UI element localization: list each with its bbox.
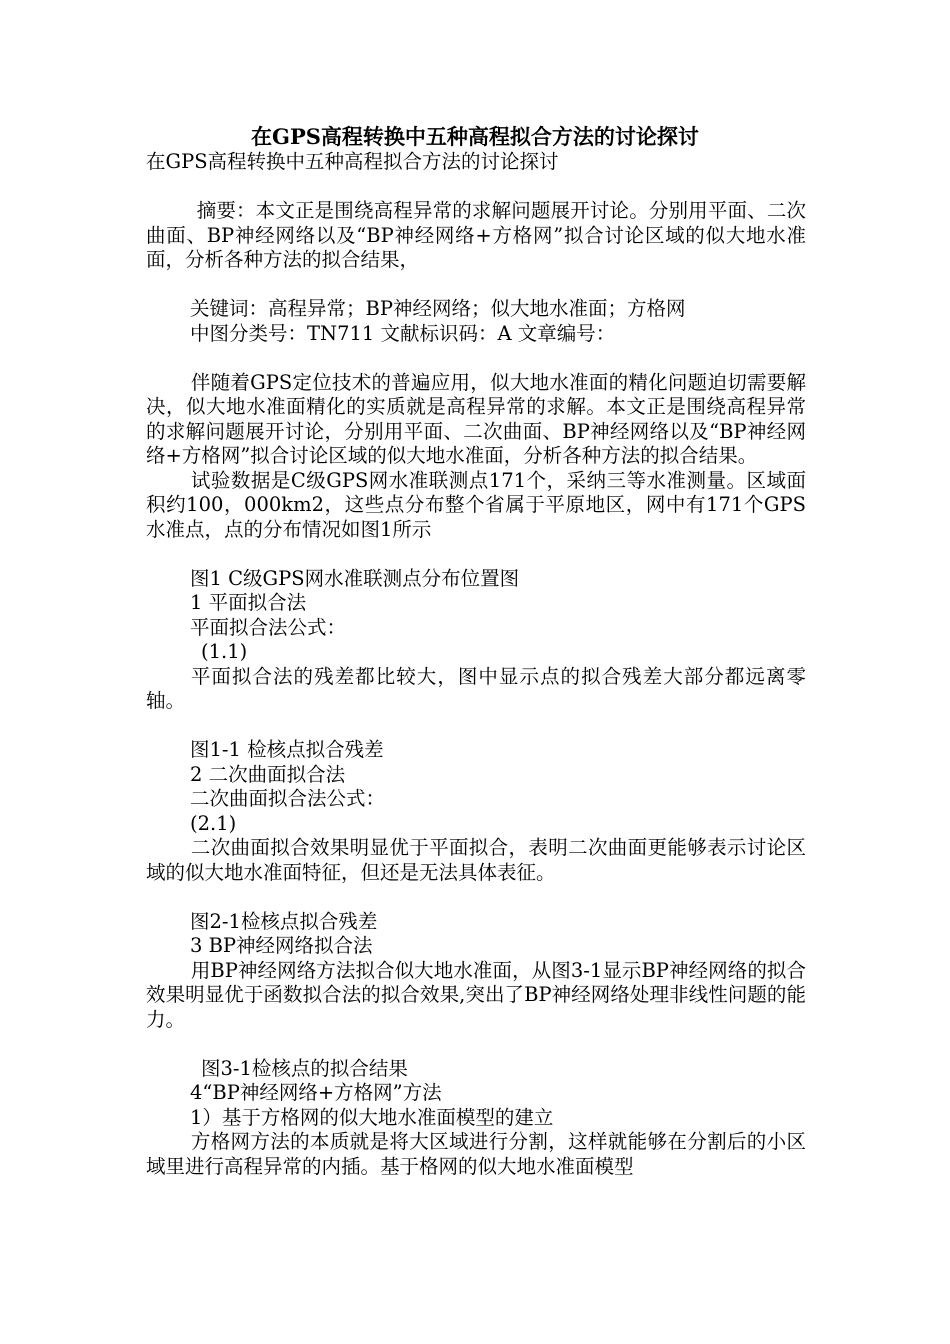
intro-paragraph-2: 试验数据是C级GPS网水准联测点171个，采纳三等水准测量。区域面积约100，000km2，这些点分布整个省属于平原地区，网中有171个GPS水准点，点的分布情况如图1所示 (146, 468, 806, 541)
section-1-paragraph: 平面拟合法的残差都比较大，图中显示点的拟合残差大部分都远离零轴。 (146, 664, 806, 712)
abstract-paragraph: 摘要：本文正是围绕高程异常的求解问题展开讨论。分别用平面、二次曲面、BP神经网络以及“BP神经网络+方格网”拟合讨论区域的似大地水准面，分析各种方法的拟合结果， (146, 199, 806, 271)
section-4-heading: 4“BP神经网络+方格网”方法 (190, 1081, 442, 1104)
blank-line (146, 885, 806, 910)
section-2-formula-label: 二次曲面拟合法公式： (190, 787, 386, 810)
keywords-line: 关键词：高程异常；BP神经网络；似大地水准面；方格网 (190, 297, 686, 320)
equation-2-1-number: (2.1) (190, 811, 237, 835)
intro-paragraph-1: 伴随着GPS定位技术的普遍应用，似大地水准面的精化问题迫切需要解决，似大地水准面精化的实质就是高程异常的求解。本文正是围绕高程异常的求解问题展开讨论，分别用平面、二次曲面、BP神经网络以及“BP神经网络+方格网”拟合讨论区域的似大地水准面，分析各种方法的拟合结果。 (146, 370, 806, 467)
section-4-paragraph: 方格网方法的本质就是将大区域进行分割，这样就能够在分割后的小区域里进行高程异常的内插。基于格网的似大地水准面模型 (146, 1130, 806, 1178)
section-1-heading: 1 平面拟合法 (190, 591, 307, 614)
section-2-paragraph: 二次曲面拟合效果明显优于平面拟合，表明二次曲面更能够表示讨论区域的似大地水准面特征，但还是无法具体表征。 (146, 836, 806, 884)
equation-1-1-number: (1.1) (201, 640, 248, 663)
document-subtitle: 在GPS高程转换中五种高程拟合方法的讨论探讨 (146, 150, 559, 173)
figure-2-1-caption: 图2-1检核点拟合残差 (190, 909, 378, 933)
blank-line (146, 346, 806, 371)
blank-line (146, 1032, 806, 1057)
blank-line (146, 175, 806, 200)
section-1-formula-label: 平面拟合法公式： (190, 615, 347, 639)
document-title: 在GPS高程转换中五种高程拟合方法的讨论探讨 (251, 124, 699, 149)
document-body (146, 150, 806, 1179)
section-3-paragraph: 用BP神经网络方法拟合似大地水准面，从图3-1显示BP神经网络的拟合效果明显优于函数拟合法的拟合效果,突出了BP神经网络处理非线性问题的能力。 (146, 958, 806, 1031)
figure-1-1-caption: 图1-1 检核点拟合残差 (190, 738, 384, 761)
section-3-heading: 3 BP神经网络拟合法 (190, 934, 373, 957)
classification-line: 中图分类号：TN711 文献标识码：A 文章编号： (190, 321, 616, 345)
blank-line (146, 542, 806, 567)
figure-1-caption: 图1 C级GPS网水准联测点分布位置图 (190, 566, 520, 590)
blank-line (146, 714, 806, 739)
section-4-subheading-1: 1）基于方格网的似大地水准面模型的建立 (190, 1105, 554, 1129)
blank-line (146, 273, 806, 298)
section-2-heading: 2 二次曲面拟合法 (190, 762, 346, 786)
figure-3-1-caption: 图3-1检核点的拟合结果 (201, 1056, 408, 1080)
